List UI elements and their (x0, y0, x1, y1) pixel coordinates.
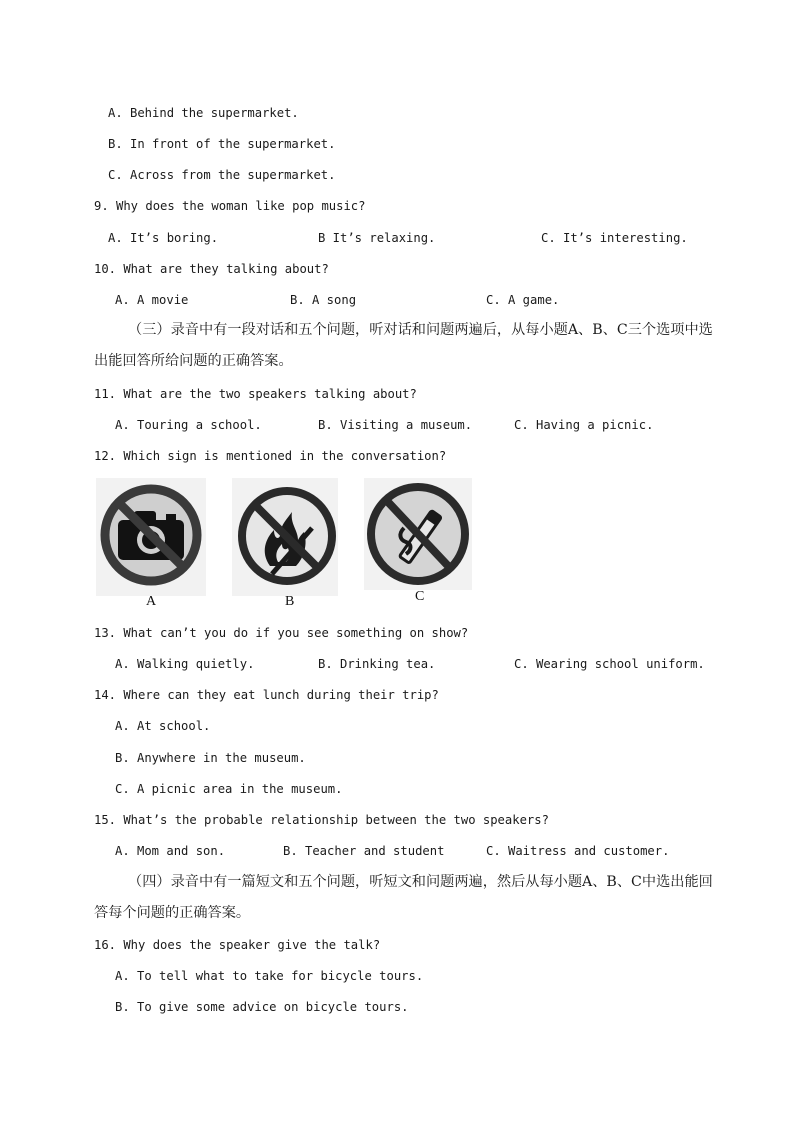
sign-label-a: A (146, 594, 157, 609)
q13-option-b: B. Drinking tea. (318, 657, 436, 671)
section3-instruction-line2: 出能回答所给问题的正确答案。 (94, 353, 293, 369)
q8-option-c: C. Across from the supermarket. (108, 168, 336, 182)
no-fire-sign (232, 478, 338, 596)
q14-question: 14. Where can they eat lunch during their trip? (94, 688, 439, 702)
q9-question: 9. Why does the woman like pop music? (94, 199, 366, 213)
no-fire-icon (232, 478, 338, 596)
no-smoking-sign (364, 478, 472, 590)
q10-option-c: C. A game. (486, 293, 560, 307)
sign-label-b: B (285, 594, 295, 609)
q13-option-c: C. Wearing school uniform. (514, 657, 705, 671)
q9-option-c: C. It’s interesting. (541, 231, 688, 245)
q16-question: 16. Why does the speaker give the talk? (94, 938, 381, 952)
q14-option-a: A. At school. (115, 719, 211, 733)
q11-option-c: C. Having a picnic. (514, 418, 654, 432)
no-camera-icon (96, 478, 206, 596)
q13-option-a: A. Walking quietly. (115, 657, 255, 671)
section4-instruction-line2: 答每个问题的正确答案。 (94, 905, 251, 921)
q10-option-b: B. A song (290, 293, 357, 307)
q16-option-a: A. To tell what to take for bicycle tours. (115, 969, 424, 983)
q15-question: 15. What’s the probable relationship between the two speakers? (94, 813, 549, 827)
q15-option-c: C. Waitress and customer. (486, 844, 670, 858)
q10-option-a: A. A movie (115, 293, 189, 307)
q14-option-c: C. A picnic area in the museum. (115, 782, 343, 796)
sign-label-c: C (415, 589, 425, 604)
q13-question: 13. What can’t you do if you see something on show? (94, 626, 469, 640)
q11-question: 11. What are the two speakers talking about? (94, 387, 417, 401)
section4-instruction-line1: （四）录音中有一篇短文和五个问题，听短文和问题两遍，然后从每小题A、B、C中选出能回 (128, 874, 713, 890)
section3-instruction-line1: （三）录音中有一段对话和五个问题，听对话和问题两遍后，从每小题A、B、C三个选项中选 (128, 322, 713, 338)
q11-option-b: B. Visiting a museum. (318, 418, 473, 432)
q12-question: 12. Which sign is mentioned in the conversation? (94, 449, 447, 463)
no-camera-sign (96, 478, 206, 596)
no-smoking-icon (364, 478, 472, 590)
q14-option-b: B. Anywhere in the museum. (115, 751, 306, 765)
q11-option-a: A. Touring a school. (115, 418, 262, 432)
q9-option-a: A. It’s boring. (108, 231, 219, 245)
q9-option-b: B It’s relaxing. (318, 231, 436, 245)
q8-option-a: A. Behind the supermarket. (108, 106, 299, 120)
q16-option-b: B. To give some advice on bicycle tours. (115, 1000, 409, 1014)
q10-question: 10. What are they talking about? (94, 262, 329, 276)
q8-option-b: B. In front of the supermarket. (108, 137, 336, 151)
q15-option-a: A. Mom and son. (115, 844, 226, 858)
q15-option-b: B. Teacher and student (283, 844, 445, 858)
